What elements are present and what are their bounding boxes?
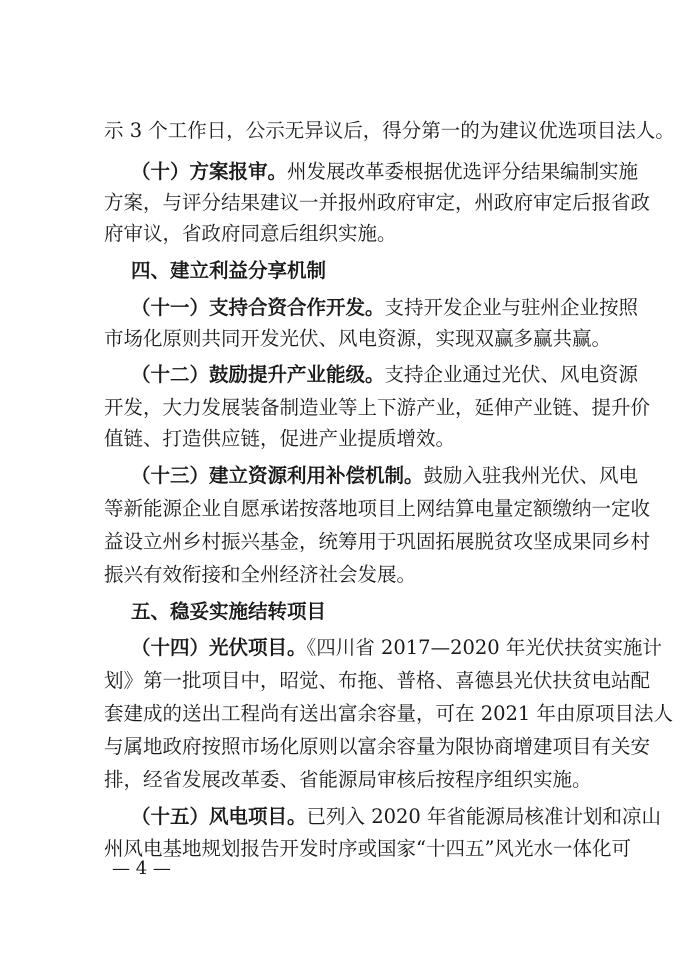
body-text: 市场化原则共同开发光伏、风电资源，实现双赢多赢共赢。 bbox=[104, 327, 612, 350]
body-text: 支持企业通过光伏、风电资源 bbox=[384, 363, 639, 386]
body-text: 方案，与评分结果建议一并报州政府审定，州政府审定后报省政 bbox=[104, 191, 651, 214]
paragraph-13-line-1 bbox=[131, 461, 639, 491]
paragraph-13-line-4 bbox=[104, 560, 604, 590]
body-text: 益设立州乡村振兴基金，统筹用于巩固拓展脱贫攻坚成果同乡村 bbox=[104, 530, 651, 553]
paragraph-14-line-4 bbox=[104, 732, 651, 762]
paragraph-13-line-3 bbox=[104, 527, 651, 557]
paragraph-15-line-1 bbox=[131, 802, 662, 832]
paragraph-14-line-5 bbox=[104, 765, 604, 795]
paragraph-lead: （十三）建立资源利用补偿机制。 bbox=[131, 464, 424, 487]
body-text: 《四川省 2017—2020 年光伏扶贫实施计 bbox=[306, 636, 662, 659]
body-text: 套建成的送出工程尚有送出富余容量，可在 2021 年由原项目法人 bbox=[104, 702, 674, 725]
body-text: 开发，大力发展装备制造业等上下游产业，延伸产业链、提升价 bbox=[104, 396, 651, 419]
paragraph-12-line-2 bbox=[104, 393, 651, 423]
paragraph-10-line-2 bbox=[104, 188, 651, 218]
body-text: 州发展改革委根据优选评分结果编制实施 bbox=[287, 160, 639, 183]
paragraph-lead: （十一）支持合资合作开发。 bbox=[131, 296, 385, 319]
body-text: 鼓励入驻我州光伏、风电 bbox=[423, 464, 639, 487]
section-heading-text: 四、建立利益分享机制 bbox=[131, 259, 327, 282]
body-text: 值链、打造供应链，促进产业提质增效。 bbox=[104, 427, 456, 450]
paragraph-11-line-2 bbox=[104, 324, 612, 354]
body-text: 州风电基地规划报告开发时序或国家“十四五”风光水一体化可 bbox=[104, 837, 631, 860]
paragraph-10-line-1 bbox=[131, 157, 639, 187]
paragraph-14-line-1 bbox=[131, 633, 662, 663]
section-heading-4 bbox=[131, 256, 604, 286]
body-text: 支持开发企业与驻州企业按照 bbox=[384, 296, 639, 319]
body-text: 与属地政府按照市场化原则以富余容量为限协商增建项目有关安 bbox=[104, 735, 651, 758]
paragraph-14-line-3 bbox=[104, 699, 674, 729]
body-text: 振兴有效衔接和全州经济社会发展。 bbox=[104, 563, 417, 586]
paragraph-13-line-2 bbox=[104, 494, 651, 524]
section-heading-text: 五、稳妥实施结转项目 bbox=[131, 600, 327, 623]
body-text: 府审议，省政府同意后组织实施。 bbox=[104, 222, 397, 245]
body-text: 排，经省发展改革委、省能源局审核后按程序组织实施。 bbox=[104, 768, 592, 791]
paragraph-10-line-3 bbox=[104, 219, 604, 249]
section-heading-5 bbox=[131, 597, 604, 627]
body-text: 已列入 2020 年省能源局核准计划和凉山 bbox=[306, 805, 662, 828]
paragraph-lead: （十五）风电项目。 bbox=[131, 805, 307, 828]
paragraph-11-line-1 bbox=[131, 293, 639, 323]
paragraph-lead: （十二）鼓励提升产业能级。 bbox=[131, 363, 385, 386]
paragraph-14-line-2 bbox=[104, 666, 651, 696]
body-text: 示 3 个工作日，公示无异议后，得分第一的为建议优选项目法人。 bbox=[104, 119, 675, 142]
body-text: 等新能源企业自愿承诺按落地项目上网结算电量定额缴纳一定收 bbox=[104, 497, 651, 520]
paragraph-line bbox=[104, 116, 675, 146]
paragraph-lead: （十四）光伏项目。 bbox=[131, 636, 307, 659]
page-number: — 4 — bbox=[112, 858, 171, 879]
paragraph-lead: （十）方案报审。 bbox=[131, 160, 288, 183]
body-text: 划》第一批项目中，昭觉、布拖、普格、喜德县光伏扶贫电站配 bbox=[104, 669, 651, 692]
paragraph-12-line-1 bbox=[131, 360, 639, 390]
paragraph-12-line-3 bbox=[104, 424, 604, 454]
